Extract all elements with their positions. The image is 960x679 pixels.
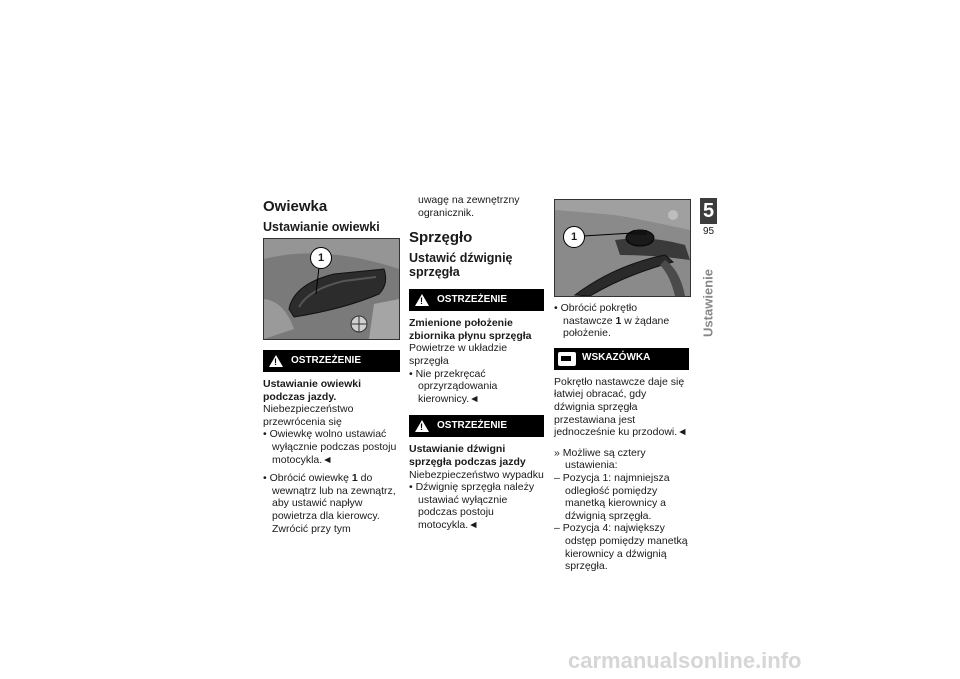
chapter-number: 5 — [700, 198, 717, 224]
subsection-title-ustawic-dzwignie: Ustawić dźwignię sprzęgła — [409, 251, 513, 280]
windscreen-figure — [263, 238, 400, 340]
section-title-sprzeglo: Sprzęgło — [409, 229, 473, 247]
warning-label: OSTRZEŻENIE — [437, 420, 508, 432]
chapter-tab — [700, 198, 717, 337]
list-item: – Pozycja 4: największy odstęp pomiędzy manetką kierownicy a dźwignią sprzęgła. — [554, 522, 688, 573]
list-item: • Owiewkę wolno ustawiać wyłącznie podczas postoju motocykla.◄ — [263, 428, 397, 466]
continued-text: uwagę na zewnętrzny ogranicznik. — [418, 194, 520, 219]
watermark: carmanualsonline.info — [568, 648, 802, 673]
warning-text: Niebezpieczeństwo wypadku — [409, 468, 544, 481]
note-hand-icon — [558, 352, 576, 366]
warning-triangle-icon — [415, 420, 429, 432]
warning-banner — [409, 289, 544, 311]
warning-triangle-icon — [269, 355, 283, 367]
callout-reference: 1 — [351, 472, 358, 485]
page-number: 95 — [702, 226, 715, 237]
clutch-lever-figure — [554, 199, 691, 297]
section-title-owiewka: Owiewka — [263, 198, 328, 215]
column-3 — [554, 199, 689, 573]
note-banner — [554, 348, 689, 370]
section-label-vertical — [698, 258, 718, 348]
callout-reference: 1 — [615, 314, 622, 327]
list-item: • Nie przekręcać oprzyrządowania kierownicy.◄ — [409, 367, 498, 405]
warning-heading: Zmienione położenie zbiornika płynu sprzęgła — [409, 317, 532, 342]
column-1 — [263, 194, 400, 535]
subsection-title-ustawianie-owiewki: Ustawianie owiewki — [263, 220, 380, 234]
figure-callout-1: 1 — [310, 247, 332, 269]
instruction-text: w żądane położenie. — [563, 314, 670, 340]
section-label: Ustawienie — [700, 269, 716, 337]
clutch-lever-illustration — [555, 200, 690, 296]
column-2 — [409, 194, 544, 532]
instruction-text: do wewnątrz lub na zewnątrz, aby ustawić napływ powietrza dla kierowcy. Zwrócić przy tym — [272, 472, 396, 535]
warning-label: OSTRZEŻENIE — [291, 354, 362, 366]
warning-banner — [263, 350, 400, 372]
list-item — [554, 302, 689, 340]
warning-heading: Ustawianie dźwigni sprzęgła podczas jazdy — [409, 443, 526, 468]
warning-text: Niebezpieczeństwo przewrócenia się — [263, 403, 354, 428]
list-item: • Dźwignię sprzęgła należy ustawiać wyłącznie podczas postoju motocykla.◄ — [409, 481, 535, 531]
warning-label: OSTRZEŻENIE — [437, 293, 508, 305]
note-label: WSKAZÓWKA — [582, 352, 651, 364]
list-intro: » Możliwe są cztery ustawienia: — [554, 446, 646, 472]
instruction-text: • Obrócić owiewkę — [263, 472, 352, 485]
warning-heading: Ustawianie owiewki podczas jazdy. — [263, 378, 362, 403]
warning-text: Powietrze w układzie sprzęgła — [409, 342, 508, 367]
warning-triangle-icon — [415, 294, 429, 306]
warning-banner — [409, 415, 544, 437]
list-item: – Pozycja 1: najmniejsza odległość pomiędzy manetką kierownicy a dźwignią sprzęgła. — [554, 471, 670, 522]
figure-callout-1: 1 — [563, 226, 585, 248]
note-text: Pokrętło nastawcze daje się łatwiej obracać, gdy dźwignia sprzęgła przestawiana jest jednocześnie ku przodowi.◄ — [554, 375, 688, 439]
list-item — [263, 472, 400, 535]
instruction-text: • Obrócić pokrętło nastawcze — [554, 302, 638, 327]
